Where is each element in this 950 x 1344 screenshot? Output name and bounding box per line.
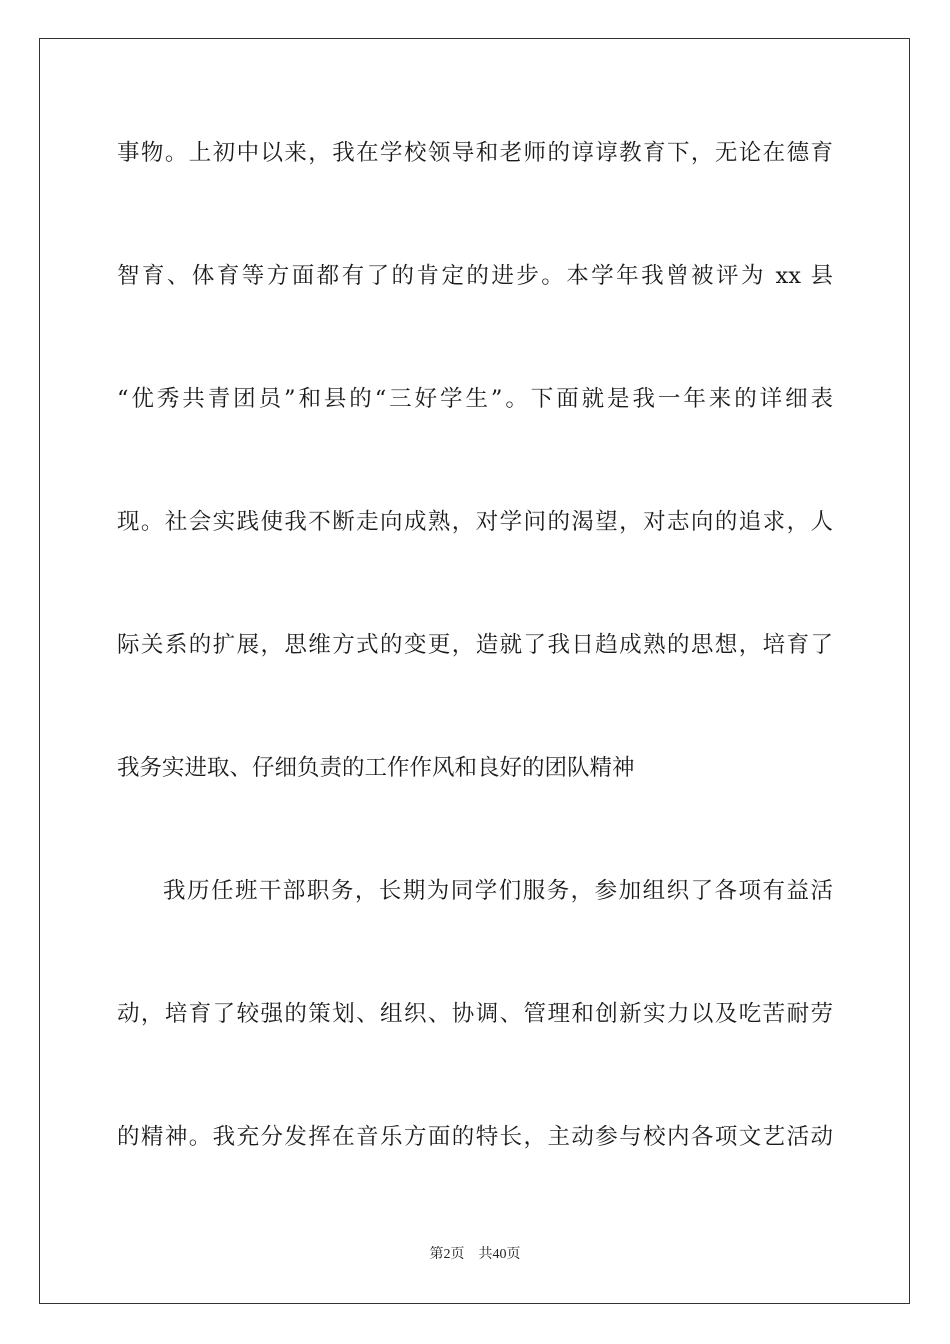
body-line-2: 智育、体育等方面都有了的肯定的进步。本学年我曾被评为 xx 县 bbox=[117, 263, 833, 289]
body-line-8: 动，培育了较强的策划、组织、协调、管理和创新实力以及吃苦耐劳 bbox=[117, 1001, 833, 1027]
body-line-1: 事物。上初中以来，我在学校领导和老师的谆谆教育下，无论在德育 bbox=[117, 140, 833, 166]
body-line-9: 的精神。我充分发挥在音乐方面的特长，主动参与校内各项文艺活动 bbox=[117, 1124, 833, 1150]
body-line-4: 现。社会实践使我不断走向成熟，对学问的渴望，对志向的追求，人 bbox=[117, 509, 833, 535]
body-line-5: 际关系的扩展，思维方式的变更，造就了我日趋成熟的思想，培育了 bbox=[117, 632, 833, 658]
page-number: 第2页 bbox=[429, 1247, 465, 1262]
total-pages: 共40页 bbox=[478, 1247, 521, 1262]
page-footer bbox=[0, 1246, 950, 1264]
page-border bbox=[39, 38, 910, 1304]
body-line-3: “优秀共青团员”和县的“三好学生”。下面就是我一年来的详细表 bbox=[117, 386, 833, 412]
body-line-7: 我历任班干部职务，长期为同学们服务，参加组织了各项有益活 bbox=[163, 878, 833, 904]
body-line-6: 我务实进取、仔细负责的工作作风和良好的团队精神 bbox=[117, 755, 635, 781]
